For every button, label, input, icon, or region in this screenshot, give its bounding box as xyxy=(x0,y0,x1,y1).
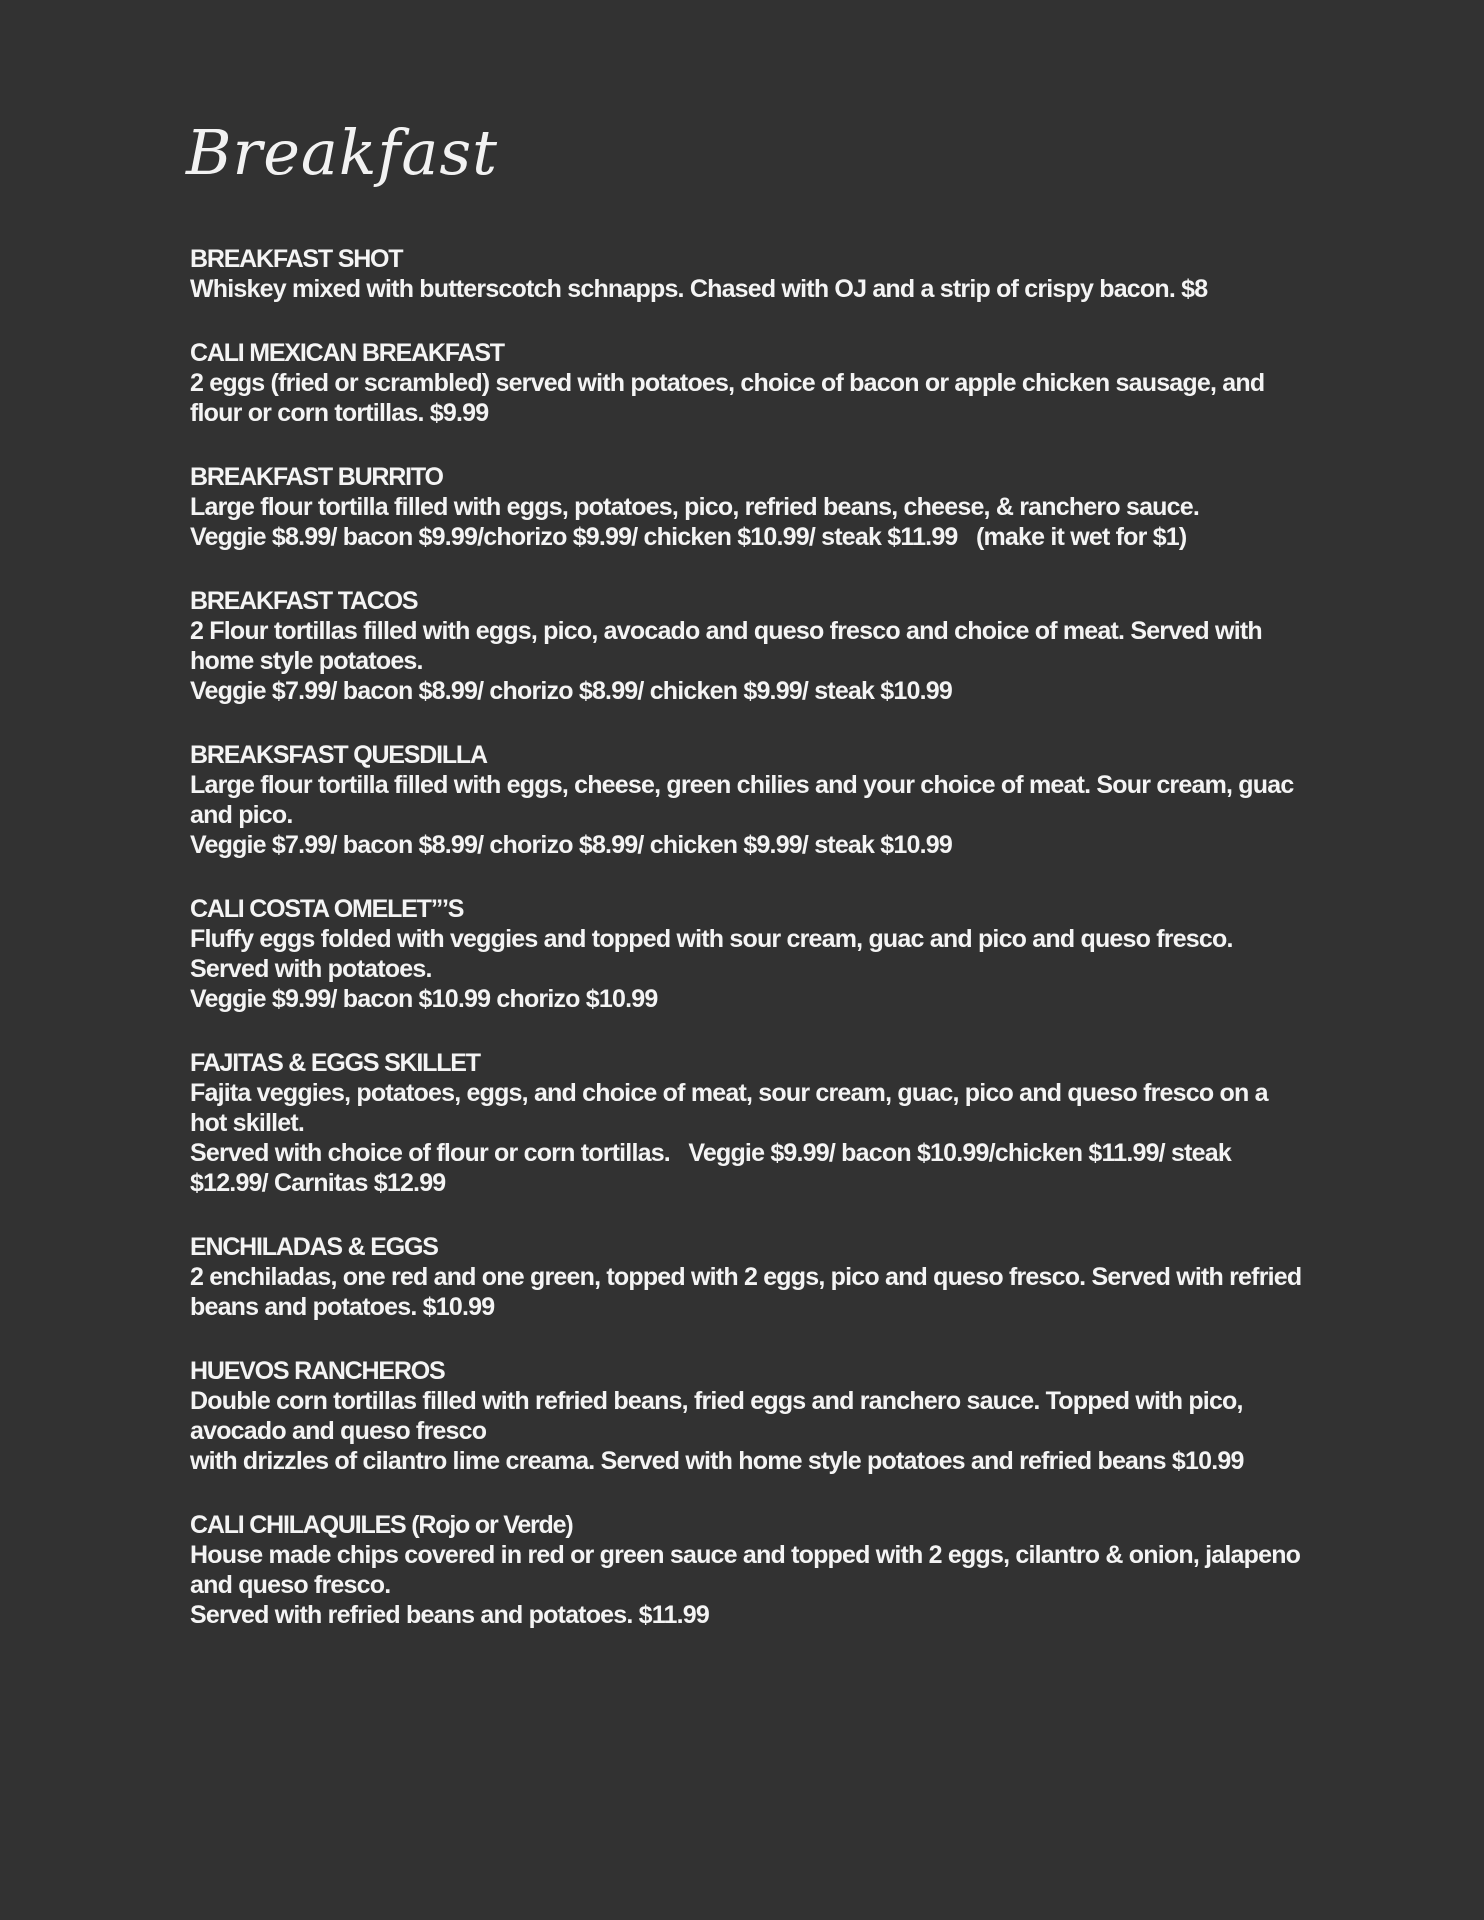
menu-item-cali-mexican-breakfast xyxy=(190,338,1310,428)
menu-item-breakfast-shot xyxy=(190,244,1310,304)
menu-item-prices: Served with choice of flour or corn tortillas. Veggie $9.99/ bacon $10.99/chicken $11.99/ steak $12.99/ Carnitas $12.99 xyxy=(190,1139,1238,1197)
menu-item-cali-chilaquiles xyxy=(190,1510,1310,1630)
menu-item-description: Double corn tortillas filled with refried beans, fried eggs and ranchero sauce. Topped with pico, avocado and queso fresco xyxy=(190,1387,1249,1445)
menu-item-breakfast-burrito xyxy=(190,462,1310,552)
menu-item-prices: Veggie $7.99/ bacon $8.99/ chorizo $8.99/ chicken $9.99/ steak $10.99 xyxy=(190,677,952,705)
menu-item-description: 2 enchiladas, one red and one green, topped with 2 eggs, pico and queso fresco. Served with refried beans and potatoes. $10.99 xyxy=(190,1263,1308,1321)
menu-item-prices: Veggie $9.99/ bacon $10.99 chorizo $10.99 xyxy=(190,985,658,1013)
menu-item-description: Fluffy eggs folded with veggies and topped with sour cream, guac and pico and queso fresco. Served with potatoes. xyxy=(190,925,1239,983)
menu-item-description-continued: with drizzles of cilantro lime creama. Served with home style potatoes and refried beans $10.99 xyxy=(190,1447,1244,1475)
menu-item-serving: Served with refried beans and potatoes. $11.99 xyxy=(190,1601,709,1629)
menu-item-name: ENCHILADAS & EGGS xyxy=(190,1233,438,1261)
menu-item-name: CALI COSTA OMELET”’S xyxy=(190,895,464,923)
menu-item-description: Whiskey mixed with butterscotch schnapps. Chased with OJ and a strip of crispy bacon. $8 xyxy=(190,275,1208,303)
menu-item-enchiladas-eggs xyxy=(190,1232,1310,1322)
menu-item-description: Fajita veggies, potatoes, eggs, and choice of meat, sour cream, guac, pico and queso fresco on a hot skillet. xyxy=(190,1079,1274,1137)
menu-item-name: BREAKFAST SHOT xyxy=(190,245,403,273)
menu-item-description: House made chips covered in red or green sauce and topped with 2 eggs, cilantro & onion, jalapeno and queso fresco. xyxy=(190,1541,1307,1599)
menu-item-name: BREAKSFAST QUESDILLA xyxy=(190,741,487,769)
menu-item-fajitas-eggs-skillet xyxy=(190,1048,1310,1198)
menu-item-breakfast-quesadilla xyxy=(190,740,1310,860)
menu-item-prices: Veggie $8.99/ bacon $9.99/chorizo $9.99/ chicken $10.99/ steak $11.99 (make it wet for $1) xyxy=(190,523,1187,551)
menu-item-name: CALI MEXICAN BREAKFAST xyxy=(190,339,504,367)
menu-item-description: 2 Flour tortillas filled with eggs, pico, avocado and queso fresco and choice of meat. Served with home style potatoes. xyxy=(190,617,1268,675)
menu-item-cali-costa-omelets xyxy=(190,894,1310,1014)
menu-item-huevos-rancheros xyxy=(190,1356,1310,1476)
menu-item-description: 2 eggs (fried or scrambled) served with potatoes, choice of bacon or apple chicken sausage, and flour or corn tortillas. $9.99 xyxy=(190,369,1271,427)
menu-item-name: FAJITAS & EGGS SKILLET xyxy=(190,1049,480,1077)
menu-item-name: BREAKFAST TACOS xyxy=(190,587,418,615)
page-title: Breakfast xyxy=(186,116,499,189)
menu-item-name: BREAKFAST BURRITO xyxy=(190,463,443,491)
menu-item-prices: Veggie $7.99/ bacon $8.99/ chorizo $8.99/ chicken $9.99/ steak $10.99 xyxy=(190,831,952,859)
menu-list xyxy=(190,244,1310,1664)
menu-item-name: CALI CHILAQUILES (Rojo or Verde) xyxy=(190,1511,573,1539)
menu-item-breakfast-tacos xyxy=(190,586,1310,706)
menu-item-description: Large flour tortilla filled with eggs, cheese, green chilies and your choice of meat. Sour cream, guac and pico. xyxy=(190,771,1300,829)
menu-item-name: HUEVOS RANCHEROS xyxy=(190,1357,445,1385)
menu-item-description: Large flour tortilla filled with eggs, potatoes, pico, refried beans, cheese, & ranchero sauce. xyxy=(190,493,1199,521)
